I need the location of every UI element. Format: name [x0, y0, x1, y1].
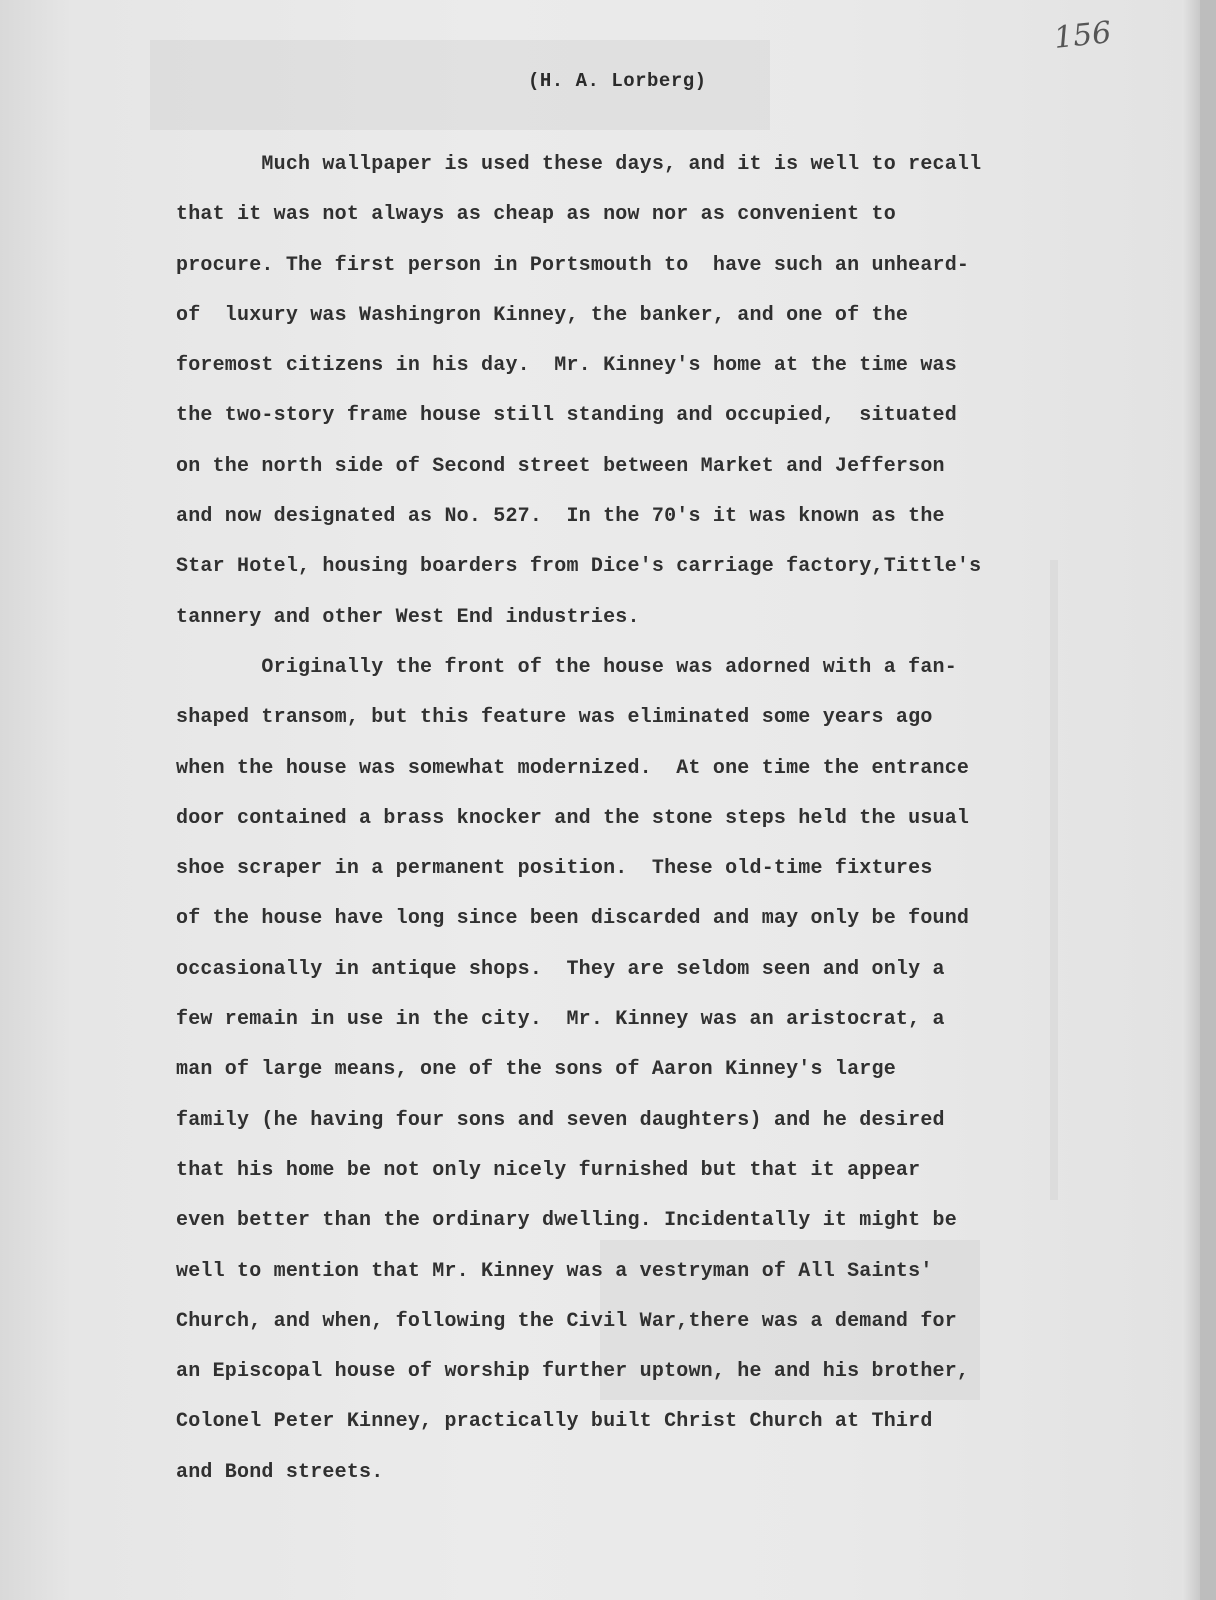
text-line: the two-story frame house still standing and occupied, situated	[176, 404, 957, 428]
text-line: shoe scraper in a permanent position. These old-time fixtures	[176, 857, 933, 881]
text-line: of the house have long since been discarded and may only be found	[176, 907, 970, 931]
text-line: when the house was somewhat modernized. At one time the entrance	[176, 756, 970, 780]
text-line: shaped transom, but this feature was eliminated some years ago	[176, 706, 933, 730]
text-line: door contained a brass knocker and the stone steps held the usual	[176, 806, 970, 830]
text-line: procure. The first person in Portsmouth to have such an unheard-	[176, 253, 970, 277]
text-line: Colonel Peter Kinney, practically built Christ Church at Third	[176, 1410, 933, 1434]
text-line: foremost citizens in his day. Mr. Kinney's home at the time was	[176, 354, 957, 378]
text-line: and now designated as No. 527. In the 70's it was known as the	[176, 505, 945, 529]
text-line: of luxury was Washingron Kinney, the banker, and one of the	[176, 303, 909, 327]
text-line: Church, and when, following the Civil War,there was a demand for	[176, 1309, 957, 1333]
text-line: well to mention that Mr. Kinney was a vestryman of All Saints'	[176, 1259, 933, 1283]
text-line: tannery and other West End industries.	[176, 605, 640, 629]
text-line: Star Hotel, housing boarders from Dice's carriage factory,Tittle's	[176, 555, 982, 579]
text-line: that it was not always as cheap as now nor as convenient to	[176, 203, 896, 227]
text-line: an Episcopal house of worship further uptown, he and his brother,	[176, 1360, 970, 1384]
text-line: family (he having four sons and seven daughters) and he desired	[176, 1108, 945, 1132]
text-line: even better than the ordinary dwelling. Incidentally it might be	[176, 1209, 957, 1233]
typed-body	[176, 140, 1136, 1498]
text-line: man of large means, one of the sons of Aaron Kinney's large	[176, 1058, 896, 1082]
text-line: that his home be not only nicely furnished but that it appear	[176, 1158, 921, 1182]
text-line: on the north side of Second street between Market and Jefferson	[176, 454, 945, 478]
text-line: Much wallpaper is used these days, and it is well to recall	[176, 153, 982, 176]
author-heading: (H. A. Lorberg)	[528, 70, 707, 92]
paper-edge	[1182, 0, 1200, 1600]
text-line: and Bond streets.	[176, 1460, 384, 1484]
text-line: occasionally in antique shops. They are seldom seen and only a	[176, 957, 945, 981]
page-number: 156	[1052, 15, 1113, 56]
text-line: Originally the front of the house was adorned with a fan-	[176, 655, 957, 679]
text-line: few remain in use in the city. Mr. Kinney was an aristocrat, a	[176, 1008, 945, 1032]
